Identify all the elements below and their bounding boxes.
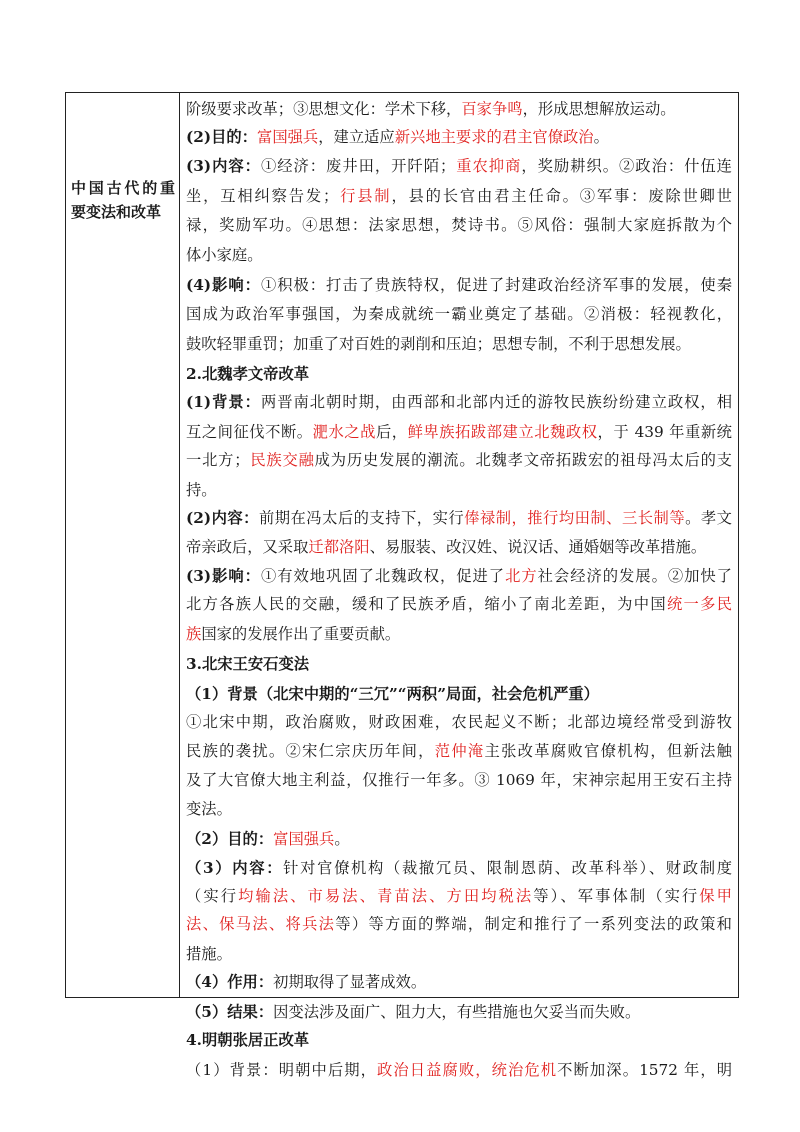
highlighted-term: 重农抑商 bbox=[455, 157, 522, 175]
text-line bbox=[186, 94, 732, 124]
text-line bbox=[186, 619, 732, 649]
text-run: 不断加深。1572 年，明 bbox=[557, 1061, 732, 1079]
text-line bbox=[186, 299, 732, 329]
text-run: 措施。 bbox=[186, 945, 232, 963]
text-line bbox=[186, 853, 732, 883]
text-line bbox=[186, 736, 732, 766]
text-run: 等）、军事体制（实行 bbox=[533, 887, 700, 905]
text-run: 国家的发展作出了重要贡献。 bbox=[201, 625, 401, 643]
highlighted-term: 新兴地主要求的君主官僚政治 bbox=[394, 128, 594, 146]
bold-label: 3.北宋王安石变法 bbox=[186, 655, 310, 673]
text-run: 及了大官僚大地主利益，仅推行一年多。③ 1069 年，宋神宗起用王安石主持 bbox=[186, 771, 732, 789]
text-run: 社会经济的发展。②加快了 bbox=[537, 567, 732, 585]
highlighted-term: 统一多民 bbox=[666, 595, 732, 613]
text-run: ，奖励耕织。②政治：什伍连 bbox=[521, 157, 732, 175]
text-run: 持。 bbox=[186, 481, 217, 499]
topic-cell bbox=[66, 93, 180, 997]
text-line bbox=[186, 589, 732, 619]
text-line bbox=[186, 561, 732, 591]
text-run: ①积极：打击了贵族特权，促进了封建政治经济军事的发展，使秦 bbox=[260, 276, 732, 294]
text-run: 、易服装、改汉姓、说汉话、通婚姻等改革措施。 bbox=[369, 538, 707, 556]
highlighted-term: 迁都洛阳 bbox=[308, 538, 370, 556]
text-line bbox=[186, 765, 732, 795]
text-line bbox=[186, 532, 732, 562]
text-line bbox=[186, 1025, 732, 1055]
highlighted-term: 淝水之战 bbox=[312, 423, 376, 441]
text-line bbox=[186, 649, 732, 679]
text-line bbox=[186, 387, 732, 417]
text-run: ，于 439 年重新统 bbox=[597, 423, 732, 441]
content-table bbox=[65, 92, 739, 1079]
text-line bbox=[186, 270, 732, 300]
text-run: 北方各族人民的交融，缓和了民族矛盾，缩小了南北差距，为中国 bbox=[186, 595, 667, 613]
text-line bbox=[186, 967, 732, 997]
text-line bbox=[186, 679, 732, 709]
text-run: 禄，奖励军功。④思想：法家思想，焚诗书。⑤风俗：强制大家庭拆散为个 bbox=[186, 216, 732, 234]
bold-label: （4）作用： bbox=[186, 973, 274, 991]
highlighted-term: 范仲淹 bbox=[434, 742, 485, 760]
text-line bbox=[186, 824, 732, 854]
bold-label: （3）内容： bbox=[186, 859, 284, 877]
text-run: ，县的长官由君主任命。③军事：废除世卿世 bbox=[391, 187, 732, 205]
text-line bbox=[186, 181, 732, 211]
bold-label: (2)目的： bbox=[186, 128, 258, 146]
highlighted-term: 均输法、市易法、青苗法、方田均税法 bbox=[238, 887, 534, 905]
text-run: （实行 bbox=[186, 887, 239, 905]
highlighted-term: 鲜卑族拓跋部建立北魏政权 bbox=[407, 423, 598, 441]
text-line bbox=[186, 240, 732, 270]
text-line bbox=[186, 151, 732, 181]
text-line bbox=[186, 210, 732, 240]
text-line bbox=[186, 707, 732, 737]
text-line bbox=[186, 359, 732, 389]
text-run: 帝亲政后，又采取 bbox=[186, 538, 309, 556]
text-run: ，形成思想解放运动。 bbox=[522, 100, 676, 118]
bold-label: (1)背景： bbox=[186, 393, 261, 411]
bold-label: (4)影响： bbox=[186, 276, 261, 294]
text-line bbox=[186, 503, 732, 533]
text-run: ，建立适应 bbox=[318, 128, 395, 146]
text-line bbox=[186, 475, 732, 505]
bold-label: 2.北魏孝文帝改革 bbox=[186, 365, 310, 383]
text-run: 后， bbox=[375, 423, 408, 441]
detail-cell bbox=[180, 93, 738, 1079]
highlighted-term: 俸禄制，推行均田制、三长制等 bbox=[464, 509, 686, 527]
text-run: 。孝文 bbox=[685, 509, 732, 527]
text-run: 。 bbox=[334, 830, 350, 848]
text-run: 民族的袭扰。②宋仁宗庆历年间， bbox=[186, 742, 435, 760]
highlighted-term: 政治日益腐败，统治危机 bbox=[377, 1061, 558, 1079]
text-run: 体小家庭。 bbox=[186, 246, 263, 264]
text-run: 等）等方面的弊端，制定和推行了一系列变法的政策和 bbox=[335, 915, 732, 933]
text-run: 鼓吹轻罪重罚；加重了对百姓的剥削和压迫；思想专制，不利于思想发展。 bbox=[186, 335, 691, 353]
bold-label: 4.明朝张居正改革 bbox=[186, 1031, 310, 1049]
highlighted-term: 富国强兵 bbox=[257, 128, 319, 146]
highlighted-term: 保甲 bbox=[699, 887, 732, 905]
text-run: （1）背景：明朝中后期， bbox=[186, 1061, 377, 1079]
text-line bbox=[186, 329, 732, 359]
bold-label: (3)内容： bbox=[186, 157, 261, 175]
text-line bbox=[186, 939, 732, 969]
text-run: 两晋南北朝时期，由西部和北部内迁的游牧民族纷纷建立政权，相 bbox=[260, 393, 732, 411]
text-run: 阶级要求改革；③思想文化：学术下移， bbox=[186, 100, 462, 118]
text-line bbox=[186, 794, 732, 824]
bold-label: （5）结果： bbox=[186, 1003, 274, 1021]
text-run: ①经济：废井田，开阡陌； bbox=[260, 157, 456, 175]
text-run: 初期取得了显著成效。 bbox=[273, 973, 427, 991]
text-line bbox=[186, 122, 732, 152]
text-run: 主张改革腐败官僚机构，但新法触 bbox=[484, 742, 732, 760]
text-run: 一北方； bbox=[186, 451, 250, 469]
text-run: 成为历史发展的潮流。北魏孝文帝拓跋宏的祖母冯太后的支 bbox=[314, 451, 732, 469]
highlighted-term: 行县制 bbox=[338, 187, 392, 205]
highlighted-term: 族 bbox=[186, 625, 202, 643]
text-line bbox=[186, 997, 732, 1027]
bold-label: (2)内容： bbox=[186, 509, 259, 527]
highlighted-term: 北方 bbox=[505, 567, 538, 585]
text-line bbox=[186, 881, 732, 911]
text-line bbox=[186, 417, 732, 447]
text-run: 坐，互相纠察告发； bbox=[186, 187, 339, 205]
highlighted-term: 民族交融 bbox=[249, 451, 315, 469]
text-run: 因变法涉及面广、阻力大，有些措施也欠妥当而失败。 bbox=[273, 1003, 641, 1021]
text-line bbox=[186, 909, 732, 939]
bold-label: （1）背景（北宋中期的“三冗”“两积”局面，社会危机严重） bbox=[186, 685, 599, 703]
text-run: 国成为政治军事强国，为秦成就统一霸业奠定了基础。②消极：轻视教化， bbox=[186, 305, 732, 323]
text-line bbox=[186, 1055, 732, 1085]
text-run: 前期在冯太后的支持下，实行 bbox=[258, 509, 465, 527]
text-run: 。 bbox=[593, 128, 609, 146]
highlighted-term: 百家争鸣 bbox=[461, 100, 523, 118]
text-run: 变法。 bbox=[186, 800, 232, 818]
highlighted-term: 富国强兵 bbox=[273, 830, 335, 848]
bold-label: （2）目的： bbox=[186, 830, 274, 848]
text-run: 针对官僚机构（裁撤冗员、限制恩荫、改革科举）、财政制度 bbox=[283, 859, 732, 877]
text-line bbox=[186, 445, 732, 475]
bold-label: (3)影响： bbox=[186, 567, 261, 585]
topic-heading: 中国古代的重要变法和改革 bbox=[71, 179, 175, 221]
text-run: ①北宋中期，政治腐败，财政困难，农民起义不断；北部边境经常受到游牧 bbox=[186, 713, 732, 731]
highlighted-term: 法、保马法、将兵法 bbox=[186, 915, 336, 933]
text-run: ①有效地巩固了北魏政权，促进了 bbox=[260, 567, 506, 585]
text-run: 互之间征伐不断。 bbox=[186, 423, 313, 441]
